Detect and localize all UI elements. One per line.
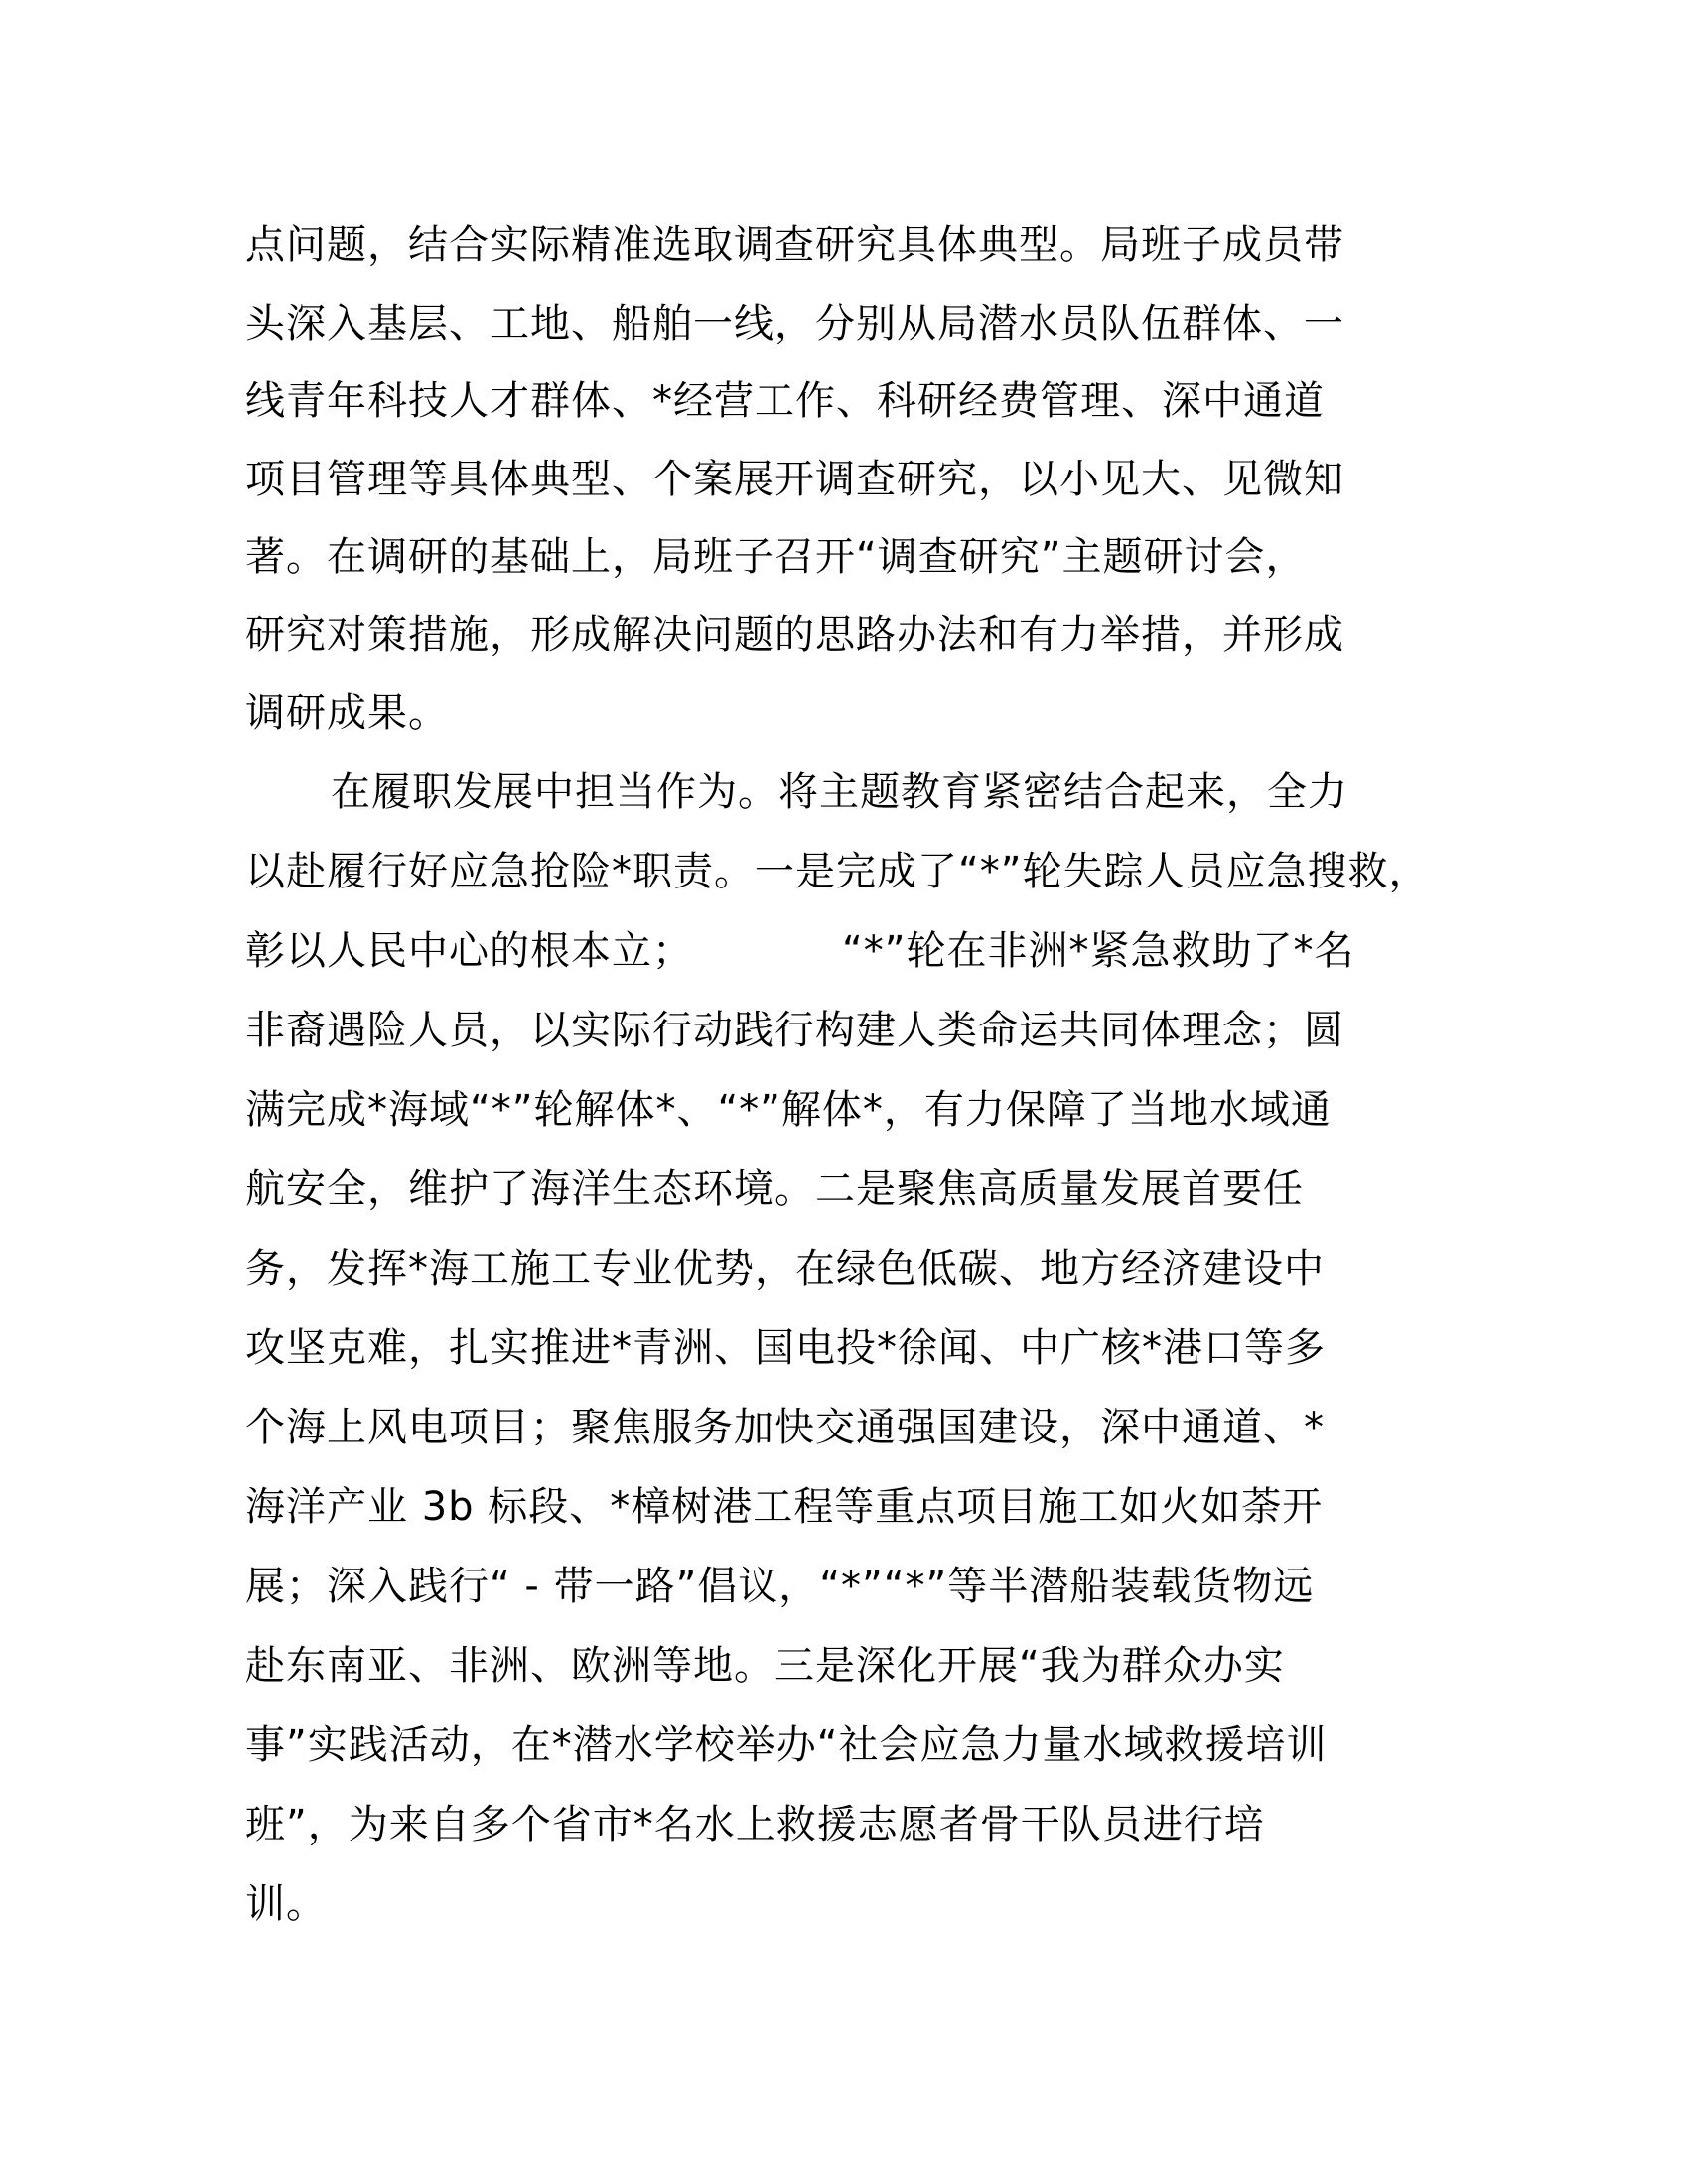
text-line: 点问题，结合实际精准选取调查研究具体典型。局班子成员带: [245, 222, 1344, 268]
text-line: 展；深入践行“ - 带一路”倡议，“*”“*”等半潜船装载货物远: [245, 1563, 1315, 1609]
text-segment: 彰以人民中心的根本立；: [245, 927, 693, 974]
text-line: 班”，为来自多个省市*名水上救援志愿者骨干队员进行培: [245, 1801, 1265, 1847]
text-segment: “*”轮在非洲*紧急救助了*名: [842, 927, 1355, 974]
text-line: 赴东南亚、非洲、欧洲等地。三是深化开展“我为群众办实: [245, 1642, 1285, 1689]
text-line: 个海上风电项目；聚焦服务加快交通强国建设，深中通道、*: [245, 1404, 1325, 1450]
text-line: 项目管理等具体典型、个案展开调查研究，以小见大、见微知: [245, 456, 1344, 502]
text-line: 在履职发展中担当作为。将主题教育紧密结合起来，全力: [331, 768, 1348, 815]
document-page: [245, 206, 1437, 1944]
text-line: 攻坚克难，扎实推进*青洲、国电投*徐闻、中广核*港口等多: [245, 1324, 1326, 1371]
text-line: 满完成*海域“*”轮解体*、“*”解体*，有力保障了当地水域通: [245, 1086, 1332, 1133]
text-line: [245, 911, 1437, 991]
text-line: 事”实践活动，在*潜水学校举办“社会应急力量水域救援培训: [245, 1721, 1328, 1768]
paragraph-research: [245, 206, 1437, 752]
text-line: 线青年科技人才群体、*经营工作、科研经费管理、深中通道: [245, 378, 1325, 424]
text-line: 务，发挥*海工施工专业优势，在绿色低碳、地方经济建设中: [245, 1245, 1325, 1292]
text-line: 航安全，维护了海洋生态环境。二是聚焦高质量发展首要任: [245, 1165, 1304, 1212]
text-line: 头深入基层、工地、船舶一线，分别从局潜水员队伍群体、一: [245, 300, 1344, 346]
text-line: 著。在调研的基础上，局班子召开“调查研究”主题研讨会，: [245, 534, 1307, 580]
text-line: 非裔遇险人员，以实际行动践行构建人类命运共同体理念；圆: [245, 1007, 1344, 1053]
text-line: 调研成果。: [245, 690, 449, 736]
text-line: 海洋产业 3b 标段、*樟树港工程等重点项目施工如火如荼开: [245, 1483, 1324, 1530]
text-line: 训。: [245, 1880, 327, 1927]
text-line: 以赴履行好应急抢险*职责。一是完成了“*”轮失踪人员应急搜救，: [245, 848, 1430, 894]
text-line: 研究对策措施，形成解决问题的思路办法和有力举措，并形成: [245, 612, 1344, 658]
paragraph-duty: [245, 752, 1437, 1944]
